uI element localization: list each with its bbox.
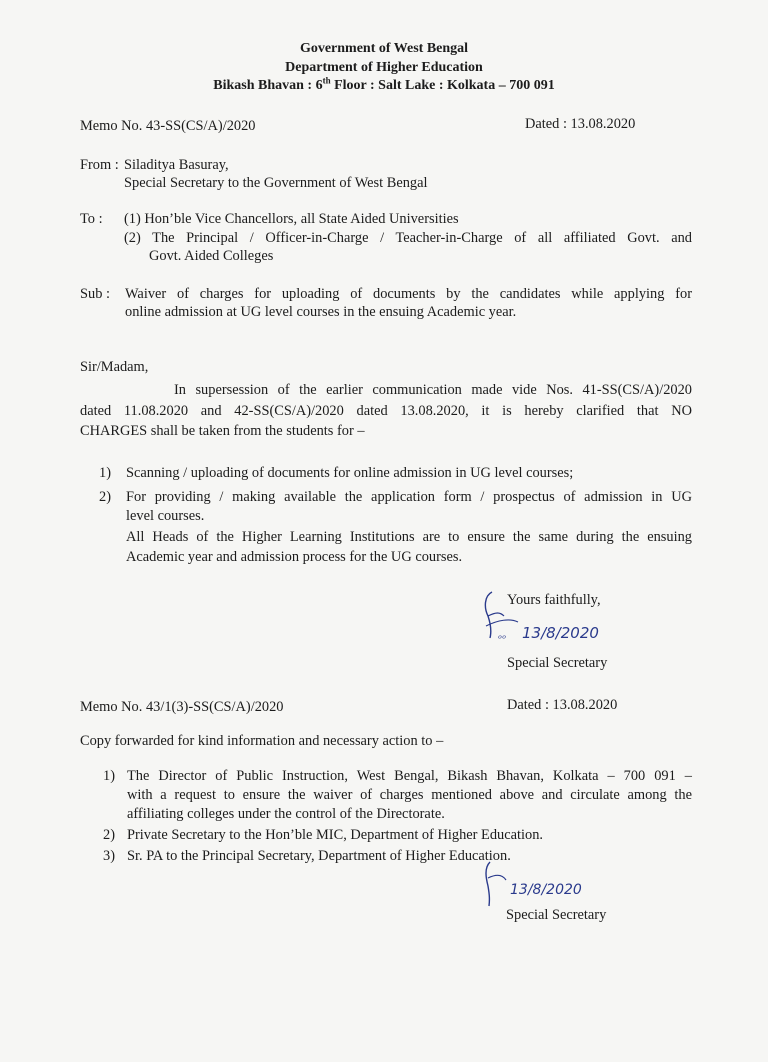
subject-line-1: Waiver of charges for uploading of documents by the candidates while applying for [125, 286, 692, 302]
body-line-1: In supersession of the earlier communication made vide Nos. 41-SS(CS/A)/2020 [174, 382, 692, 398]
copy-1-line-2: with a request to ensure the waiver of charges mentioned above and circulate among the [127, 787, 692, 803]
point-2-text: For providing / making available the application form / prospectus of admission in UG [126, 489, 692, 505]
subject-line-2: online admission at UG level courses in the ensuing Academic year. [125, 304, 517, 320]
point-1-number: 1) [99, 465, 111, 481]
copy-3-number: 3) [103, 848, 115, 864]
copy-1-line-3: affiliating colleges under the control of the Directorate. [127, 806, 445, 822]
from-name: Siladitya Basuray, [124, 157, 229, 173]
point-2-text-cont: level courses. [126, 508, 205, 524]
copy-2-text: Private Secretary to the Hon’ble MIC, Department of Higher Education. [127, 827, 544, 843]
point-2-number: 2) [99, 489, 111, 505]
signoff2-title: Special Secretary [506, 907, 607, 923]
signoff-title: Special Secretary [507, 655, 608, 671]
signature-2-date: 13/8/2020 [510, 882, 582, 898]
header-department: Department of Higher Education [285, 60, 483, 75]
to-item-2: (2) The Principal / Officer-in-Charge / Teacher-in-Charge of all affiliated Govt. and [124, 230, 692, 246]
subject-label: Sub : [80, 286, 110, 302]
signature-2 [480, 858, 630, 910]
memo2-number: Memo No. 43/1(3)-SS(CS/A)/2020 [80, 699, 284, 715]
copy-2-number: 2) [103, 827, 115, 843]
header-government: Government of West Bengal [299, 41, 469, 56]
copy-3-text: Sr. PA to the Principal Secretary, Department of Higher Education. [127, 848, 511, 864]
body-line-2: dated 11.08.2020 and 42-SS(CS/A)/2020 dated 13.08.2020, it is hereby clarified that NO [80, 403, 692, 419]
memo2-date: Dated : 13.08.2020 [507, 697, 618, 713]
body-line-3: CHARGES shall be taken from the students for – [80, 423, 365, 439]
memo-number: Memo No. 43-SS(CS/A)/2020 [80, 118, 256, 134]
point-1-text: Scanning / uploading of documents for online admission in UG level courses; [126, 465, 574, 481]
signature-1 [478, 586, 628, 656]
from-designation: Special Secretary to the Government of West Bengal [124, 175, 428, 191]
closing-line-2: Academic year and admission process for the UG courses. [126, 549, 463, 565]
to-label: To : [80, 211, 103, 227]
signature-1-date: 13/8/2020 [522, 624, 599, 642]
salutation: Sir/Madam, [80, 359, 149, 375]
memo-date: Dated : 13.08.2020 [525, 116, 636, 132]
svg-text:ᵒᵒ: ᵒᵒ [498, 634, 507, 645]
memo2-intro: Copy forwarded for kind information and necessary action to – [80, 733, 444, 749]
to-item-2-cont: Govt. Aided Colleges [149, 248, 274, 264]
from-label: From : [80, 157, 119, 173]
yours-faithfully: Yours faithfully, [507, 592, 601, 608]
copy-1-line-1: The Director of Public Instruction, West Bengal, Bikash Bhavan, Kolkata – 700 091 – [127, 768, 692, 784]
closing-line-1: All Heads of the Higher Learning Institutions are to ensure the same during the ensuing [126, 529, 692, 545]
to-item-1: (1) Hon’ble Vice Chancellors, all State Aided Universities [124, 211, 459, 227]
header-address: Bikash Bhavan : 6th Floor : Salt Lake : Kolkata – 700 091 [213, 75, 555, 93]
copy-1-number: 1) [103, 768, 115, 784]
